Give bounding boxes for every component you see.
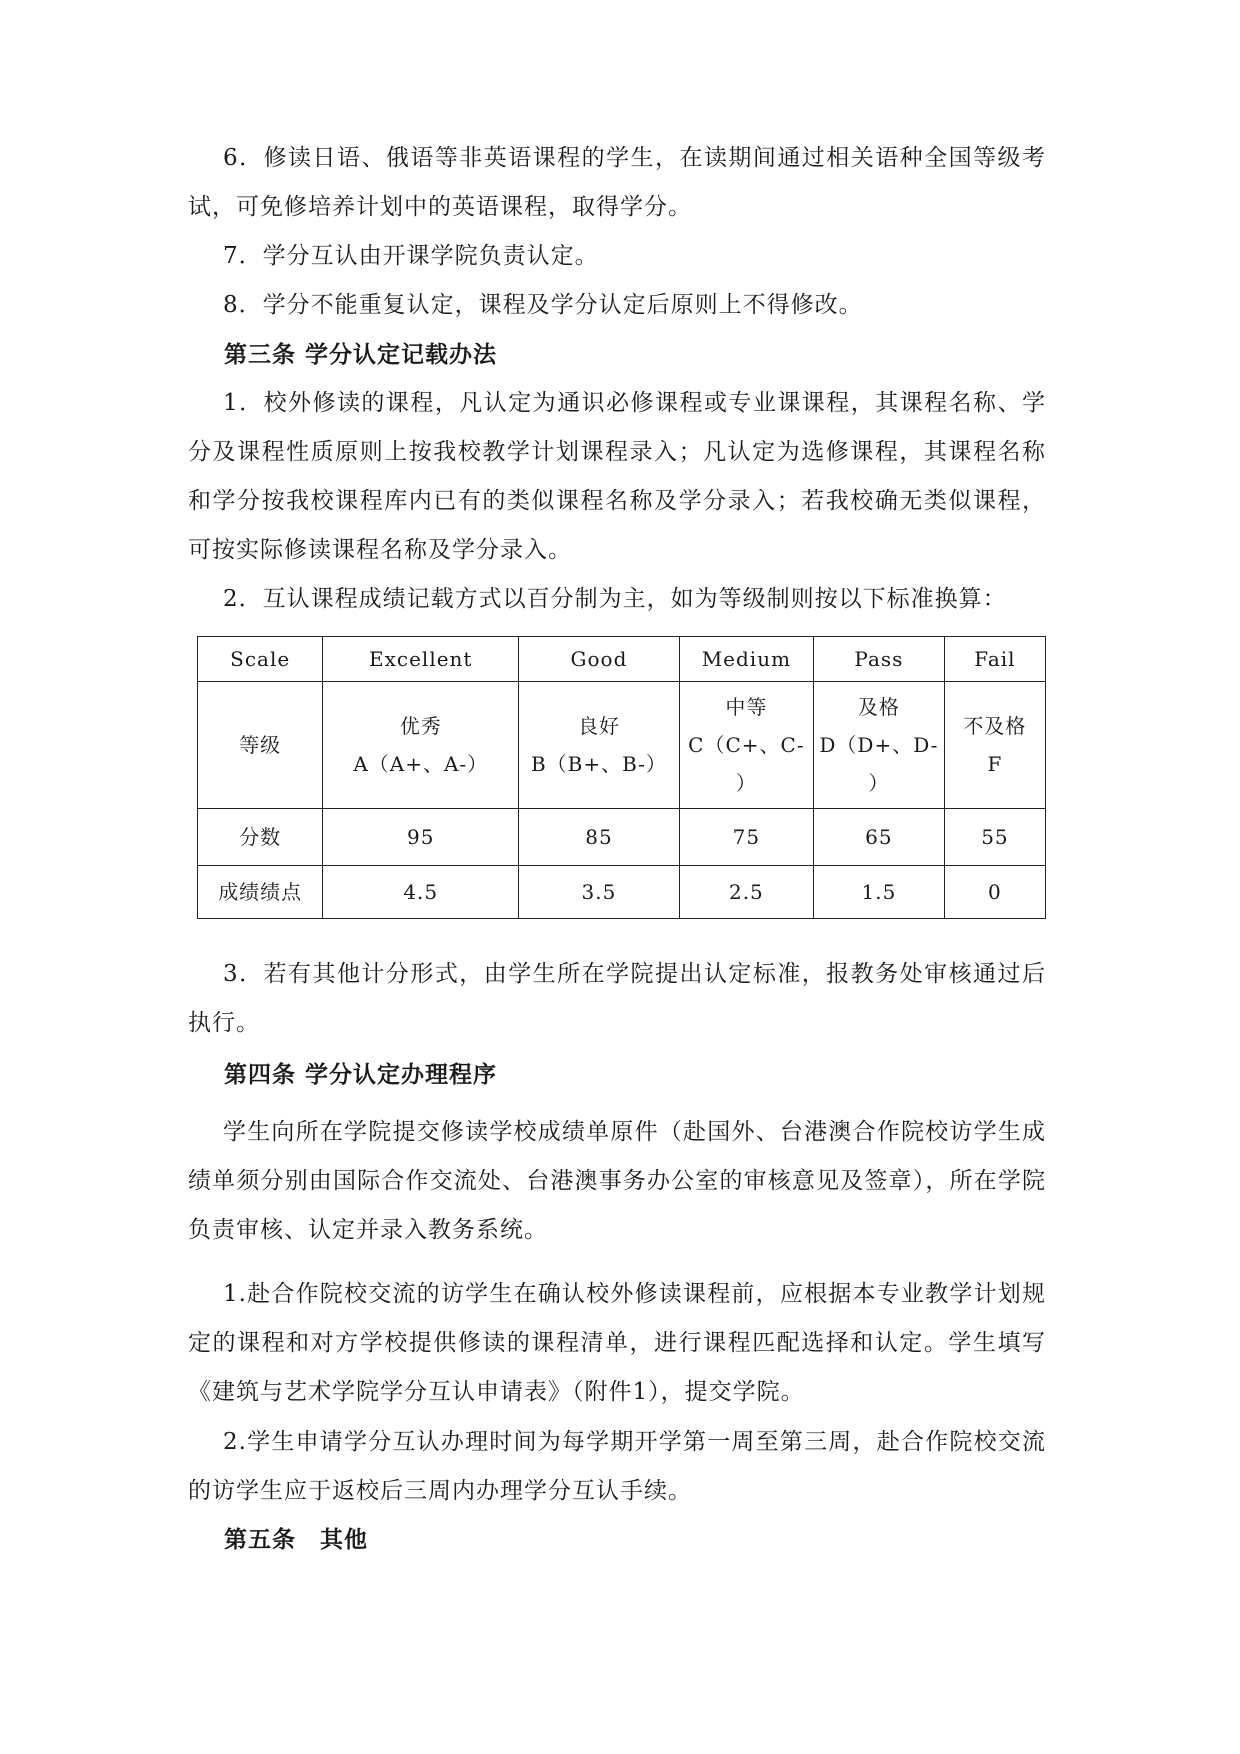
article-4-paragraph-1: 1.赴合作院校交流的访学生在确认校外修读课程前，应根据本专业教学计划规定的课程和对方学校提供修读的课程清单，进行课程匹配选择和认定。学生填写《建筑与艺术学院学分互认申请表》（附件1），提交学院。 — [188, 1281, 1046, 1405]
level-cell — [813, 682, 944, 809]
paragraph-7: 7．学分互认由开课学院负责认定。 — [223, 243, 599, 269]
paragraph-8: 8．学分不能重复认定，课程及学分认定后原则上不得修改。 — [223, 292, 863, 318]
row-label: 成绩绩点 — [198, 866, 323, 919]
paragraph-6: 6．修读日语、俄语等非英语课程的学生，在读期间通过相关语种全国等级考试，可免修培养计划中的英语课程，取得学分。 — [188, 145, 1046, 220]
level-cell — [519, 682, 680, 809]
score-cell: 65 — [813, 809, 944, 866]
row-label: 等级 — [198, 682, 323, 809]
level-grade: C（C+、C- — [688, 733, 805, 757]
header-cell: Scale — [198, 637, 323, 682]
level-grade: B（B+、B-） — [530, 752, 667, 776]
level-name: 良好 — [577, 714, 620, 738]
level-cell — [323, 682, 519, 809]
row-label: 分数 — [198, 809, 323, 866]
level-grade: D（D+、D- — [819, 733, 939, 757]
score-cell: 55 — [944, 809, 1045, 866]
gpa-cell: 0 — [944, 866, 1045, 919]
article-3-paragraph-2: 2．互认课程成绩记载方式以百分制为主，如为等级制则按以下标准换算： — [223, 586, 1007, 612]
header-cell: Good — [519, 637, 680, 682]
article-3-heading: 第三条 学分认定记载办法 — [224, 341, 498, 368]
score-cell: 95 — [323, 809, 519, 866]
level-name: 优秀 — [399, 714, 442, 738]
level-grade: A（A+、A-） — [353, 752, 489, 776]
score-cell: 75 — [679, 809, 813, 866]
gpa-cell: 1.5 — [813, 866, 944, 919]
table-row-score — [198, 809, 1046, 866]
article-4-heading: 第四条 学分认定办理程序 — [224, 1061, 498, 1088]
article-4-paragraph-intro: 学生向所在学院提交修读学校成绩单原件（赴国外、台港澳合作院校访学生成绩单须分别由国际合作交流处、台港澳事务办公室的审核意见及签章），所在学院负责审核、认定并录入教务系统。 — [188, 1119, 1046, 1243]
table-header-row — [198, 637, 1046, 682]
gpa-cell: 2.5 — [679, 866, 813, 919]
level-grade-cont: ） — [735, 771, 757, 795]
level-cell — [944, 682, 1045, 809]
level-name: 中等 — [725, 695, 768, 719]
level-grade-cont: ） — [868, 771, 890, 795]
header-cell: Fail — [944, 637, 1045, 682]
level-grade: F — [987, 752, 1003, 776]
grade-conversion-table — [197, 636, 1046, 919]
level-name: 不及格 — [963, 714, 1027, 738]
level-name: 及格 — [857, 695, 900, 719]
table-row-gpa — [198, 866, 1046, 919]
gpa-cell: 4.5 — [323, 866, 519, 919]
header-cell: Medium — [679, 637, 813, 682]
score-cell: 85 — [519, 809, 680, 866]
header-cell: Excellent — [323, 637, 519, 682]
level-cell — [679, 682, 813, 809]
article-4-paragraph-2: 2.学生申请学分互认办理时间为每学期开学第一周至第三周，赴合作院校交流的访学生应于返校后三周内办理学分互认手续。 — [188, 1429, 1046, 1504]
gpa-cell: 3.5 — [519, 866, 680, 919]
article-3-paragraph-3: 3．若有其他计分形式，由学生所在学院提出认定标准，报教务处审核通过后执行。 — [188, 961, 1046, 1036]
header-cell: Pass — [813, 637, 944, 682]
article-3-paragraph-1: 1．校外修读的课程，凡认定为通识必修课程或专业课课程，其课程名称、学分及课程性质原则上按我校教学计划课程录入；凡认定为选修课程，其课程名称和学分按我校课程库内已有的类似课程名称及学分录入；若我校确无类似课程，可按实际修读课程名称及学分录入。 — [188, 390, 1046, 563]
table-row-level — [198, 682, 1046, 809]
article-5-heading: 第五条 其他 — [224, 1526, 368, 1553]
